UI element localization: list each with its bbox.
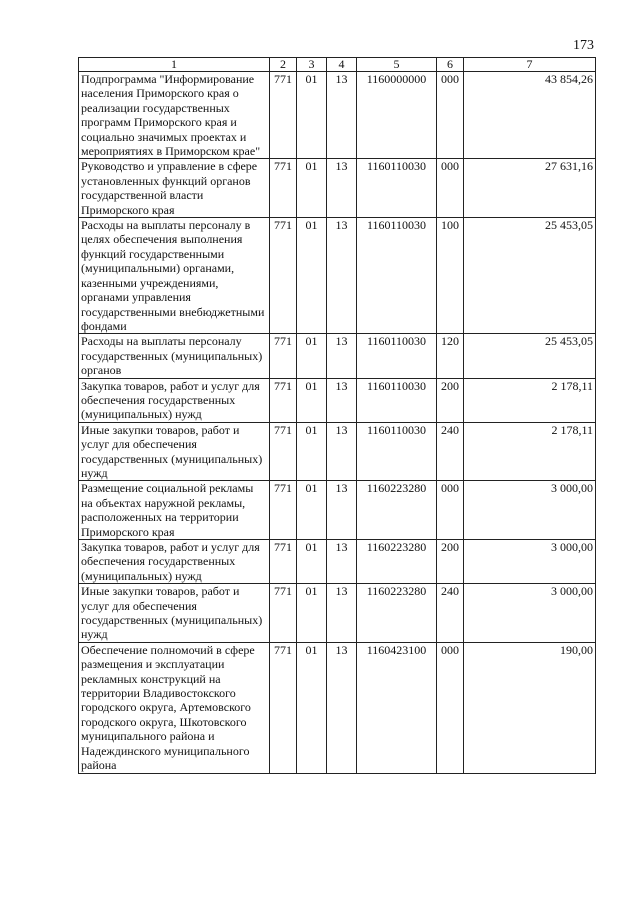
- row-ministry: 771: [270, 584, 297, 643]
- row-type: 000: [437, 159, 464, 218]
- row-name: Подпрограмма "Информирование населения Приморского края о реализации государственных программ Приморского края и социально значимых проектах и мероприятиях в Приморском крае": [79, 72, 270, 159]
- row-section: 01: [297, 422, 327, 481]
- row-target: 1160223280: [357, 540, 437, 584]
- row-amount: 190,00: [464, 642, 596, 773]
- table-row: [79, 422, 596, 481]
- row-type: 000: [437, 72, 464, 159]
- row-name: Иные закупки товаров, работ и услуг для обеспечения государственных (муниципальных) нужд: [79, 422, 270, 481]
- row-amount: 3 000,00: [464, 584, 596, 643]
- row-section: 01: [297, 584, 327, 643]
- row-target: 1160110030: [357, 422, 437, 481]
- row-type: 000: [437, 481, 464, 540]
- row-name: Иные закупки товаров, работ и услуг для обеспечения государственных (муниципальных) нужд: [79, 584, 270, 643]
- row-subsection: 13: [327, 72, 357, 159]
- row-type: 240: [437, 422, 464, 481]
- row-section: 01: [297, 540, 327, 584]
- table-row: [79, 584, 596, 643]
- row-subsection: 13: [327, 334, 357, 378]
- header-cell: 5: [357, 58, 437, 72]
- table-row: [79, 72, 596, 159]
- row-amount: 2 178,11: [464, 422, 596, 481]
- row-amount: 2 178,11: [464, 378, 596, 422]
- row-ministry: 771: [270, 642, 297, 773]
- table-row: [79, 642, 596, 773]
- row-ministry: 771: [270, 378, 297, 422]
- row-name: Расходы на выплаты персоналу в целях обеспечения выполнения функций государственными (муниципальными) органами, казенными учреждениями, органами управления государственными внебюджетными фондами: [79, 218, 270, 334]
- row-type: 200: [437, 540, 464, 584]
- row-target: 1160110030: [357, 159, 437, 218]
- row-subsection: 13: [327, 218, 357, 334]
- table-row: [79, 540, 596, 584]
- row-amount: 27 631,16: [464, 159, 596, 218]
- row-type: 240: [437, 584, 464, 643]
- row-subsection: 13: [327, 378, 357, 422]
- row-subsection: 13: [327, 642, 357, 773]
- table-row: [79, 334, 596, 378]
- table-row: [79, 218, 596, 334]
- header-cell: 2: [270, 58, 297, 72]
- table-row: [79, 481, 596, 540]
- row-target: 1160110030: [357, 218, 437, 334]
- row-name: Размещение социальной рекламы на объектах наружной рекламы, расположенных на территории Приморского края: [79, 481, 270, 540]
- row-name: Закупка товаров, работ и услуг для обеспечения государственных (муниципальных) нужд: [79, 540, 270, 584]
- row-type: 200: [437, 378, 464, 422]
- row-ministry: 771: [270, 159, 297, 218]
- row-target: 1160223280: [357, 481, 437, 540]
- page-number: 173: [573, 38, 594, 53]
- row-subsection: 13: [327, 159, 357, 218]
- row-ministry: 771: [270, 481, 297, 540]
- row-ministry: 771: [270, 72, 297, 159]
- row-name: Руководство и управление в сфере установленных функций органов государственной власти Приморского края: [79, 159, 270, 218]
- row-target: 1160110030: [357, 334, 437, 378]
- row-name: Закупка товаров, работ и услуг для обеспечения государственных (муниципальных) нужд: [79, 378, 270, 422]
- row-amount: 3 000,00: [464, 540, 596, 584]
- row-subsection: 13: [327, 540, 357, 584]
- header-cell: 6: [437, 58, 464, 72]
- row-type: 100: [437, 218, 464, 334]
- row-type: 120: [437, 334, 464, 378]
- budget-table: [78, 57, 596, 774]
- row-subsection: 13: [327, 422, 357, 481]
- row-amount: 25 453,05: [464, 218, 596, 334]
- row-section: 01: [297, 218, 327, 334]
- row-target: 1160000000: [357, 72, 437, 159]
- row-target: 1160423100: [357, 642, 437, 773]
- row-type: 000: [437, 642, 464, 773]
- row-section: 01: [297, 378, 327, 422]
- row-target: 1160110030: [357, 378, 437, 422]
- header-cell: 4: [327, 58, 357, 72]
- table-row: [79, 378, 596, 422]
- row-section: 01: [297, 159, 327, 218]
- row-section: 01: [297, 334, 327, 378]
- row-subsection: 13: [327, 584, 357, 643]
- row-ministry: 771: [270, 218, 297, 334]
- row-section: 01: [297, 642, 327, 773]
- header-cell: 7: [464, 58, 596, 72]
- header-row: [79, 58, 596, 72]
- row-ministry: 771: [270, 422, 297, 481]
- header-cell: 3: [297, 58, 327, 72]
- row-subsection: 13: [327, 481, 357, 540]
- row-amount: 43 854,26: [464, 72, 596, 159]
- row-name: Расходы на выплаты персоналу государственных (муниципальных) органов: [79, 334, 270, 378]
- row-ministry: 771: [270, 540, 297, 584]
- row-section: 01: [297, 72, 327, 159]
- row-ministry: 771: [270, 334, 297, 378]
- row-name: Обеспечение полномочий в сфере размещения и эксплуатации рекламных конструкций на территории Владивостокского городского округа, Артемовского городского округа, Шкотовского муниципального района и Надеждинского муниципального района: [79, 642, 270, 773]
- header-cell: 1: [79, 58, 270, 72]
- row-amount: 3 000,00: [464, 481, 596, 540]
- row-amount: 25 453,05: [464, 334, 596, 378]
- row-section: 01: [297, 481, 327, 540]
- table-row: [79, 159, 596, 218]
- row-target: 1160223280: [357, 584, 437, 643]
